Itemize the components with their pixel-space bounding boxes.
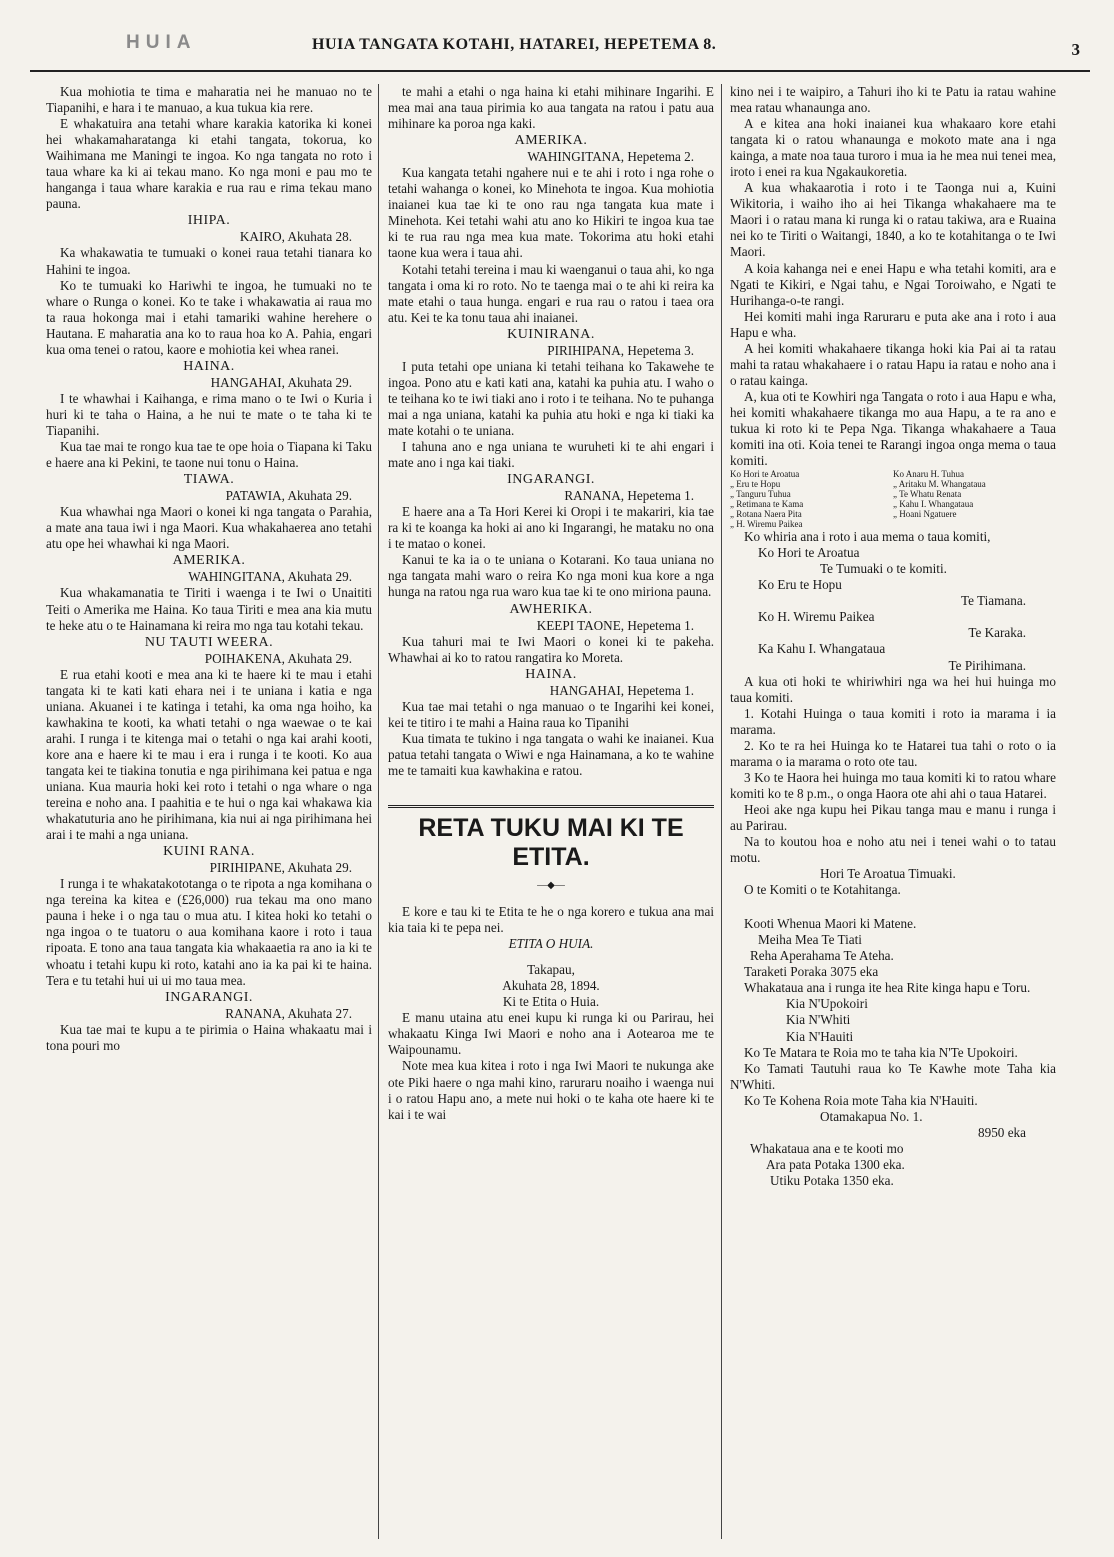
paragraph: kino nei i te waipiro, a Tahuri iho ki te Patu ia ratau wahine mea ratau whanaunga ano. (730, 84, 1056, 116)
committee-member: Ko Anaru H. Tuhua (893, 469, 965, 480)
section-heading: AMERIKA. (514, 133, 588, 149)
paragraph: A, kua oti te Kowhiri nga Tangata o roto i aua Hapu e wha, hei komiti whakahaere tikanga mo aua Hapu, a te ra ano e tukua ki roto ki te Pepa Nga. Tikanga whakahaere a Taua komiti ina oti. Koia tenei te Rarangi ingoa onga mema o taua komiti. (730, 388, 1056, 469)
notice-line: Utiku Potaka 1350 eka. (770, 1172, 894, 1188)
officer-name: Ka Kahu I. Whangataua (758, 641, 886, 657)
paragraph: Ko te tumuaki ko Hariwhi te ingoa, he tumuaki no te whare o Runga o konei. Ko te take i whakawatia ai raua mo ta raua hokonga mai i etahi tamariki wahine herehere o Hautana. E maharatia ana ko to raua hoa ko A. Pahia, engari kua oma tenei o ratou, kaore e mohiotia kei whea ranei. (46, 277, 372, 357)
page-number: 3 (1071, 40, 1080, 59)
dateline: HANGAHAI, Hepetema 1. (549, 682, 694, 698)
notice-line: Ara pata Potaka 1300 eka. (766, 1156, 905, 1172)
paragraph: E rua etahi kooti e mea ana ki te haere ki te mau i etahi tangata ki te kati kati ehara nei i te uniana i katia e nga uniana. Akuanei i te katinga i tetahi, ka oma nga hoiho, ka kawhakina te kooti, ka whati tetahi o nga waewae o te kai arahi. I runga i te kitenga mai o tetahi o nga kai arahi kooti, kore ana e haere ki te mau i era i runga i te kooti. Ko aua tangata kei te tiakina tonutia e nga pirihimana kei patua e nga uniana. Kua mauria hoki kei roto i tetahi o nga whare o nga tereina e noho ana. I paahitia e te hui o nga kai whakawa kia whakatuturia ano he pirihimana, kia nui ai nga pirihimana hei arai i te mahi a nga uniana. (46, 666, 372, 843)
column-divider (721, 84, 722, 1539)
double-rule-divider (388, 805, 714, 808)
committee-member: „ Kahu I. Whangataua (893, 499, 974, 510)
notice-line: Whakataua ana i runga ite hea Rite kinga hapu e Toru. (744, 980, 1031, 996)
notice-line: Taraketi Poraka 3075 eka (744, 964, 879, 980)
section-heading: AWHERIKA. (509, 601, 593, 617)
paragraph: E manu utaina atu enei kupu ki runga ki ou Parirau, hei whakaatu Kinga Iwi Maori e noho ana i Aotearoa me te Waipounamu. (388, 1010, 714, 1058)
paragraph: Kua tae mai te rongo kua tae te ope hoia o Tiapana ki Taku e haere ana ki Pekini, te taone nui tonu o Haina. (46, 439, 372, 471)
paragraph: Heoi ake nga kupu hei Pikau tanga mau e manu i runga i au Parirau. (730, 801, 1056, 833)
letters-section-title: RETA TUKU MAI KI TE ETITA. (418, 814, 684, 872)
paragraph: 2. Ko te ra hei Huinga ko te Hatarei tua tahi o roto o ia marama o ia marama o roto ote tau. (730, 737, 1056, 769)
paragraph: A hei komiti whakahaere tikanga hoki kia Pai ai ta ratau mahi ta ratau whakahaere i o ratau Hapu ia ratau e noho ana i o ratau kainga. (730, 340, 1056, 388)
paragraph: Kua tae mai te kupu a te pirimia o Haina whakaatu mai i tona pouri mo (46, 1021, 372, 1053)
section-heading: AMERIKA. (172, 553, 246, 569)
column-3 (730, 84, 1056, 1544)
signature: Hori Te Aroatua Timuaki. (820, 866, 956, 882)
column-2 (388, 84, 714, 1544)
paragraph: Note mea kua kitea i roto i nga Iwi Maori te nukunga ake ote Piki haere o nga mahi kino, raruraru noaiho i waenga nui i o ratou Hapu ano, a mete nui hoki o te kaha ote haere ki te kai i te wai (388, 1058, 714, 1122)
paragraph: Kua tae mai tetahi o nga manuao o te Ingarihi kei konei, kei te titiro i te mahi a Haina raua ko Tipanihi (388, 698, 714, 730)
ornament-divider: —◆— (537, 880, 565, 892)
committee-member: „ Hoani Ngatuere (893, 509, 957, 520)
committee-member: „ Eru te Hopu (730, 479, 781, 490)
section-heading: TIAWA. (183, 472, 235, 488)
section-heading: HAINA. (525, 666, 577, 682)
section-heading: IHIPA. (187, 213, 231, 229)
dateline: KAIRO, Akuhata 28. (239, 229, 352, 245)
paragraph: Kua whawhai nga Maori o konei ki nga tangata o Parahia, a mate ana taua iwi i nga Maori. Kua whakahaerea ano tetahi atu ope hei whawhai ki nga Maori. (46, 504, 372, 552)
paragraph: Hei komiti mahi inga Raruraru e puta ake ana i roto i aua Hapu e wha. (730, 308, 1056, 340)
committee-list-left (730, 469, 893, 529)
notice-line: 8950 eka (978, 1124, 1026, 1140)
masthead-smudge: HUIA (126, 32, 197, 53)
signature-title: O te Komiti o te Kotahitanga. (744, 882, 901, 898)
dateline: PIRIHIPANE, Akuhata 29. (209, 860, 352, 876)
letter-date: Akuhata 28, 1894. (502, 978, 600, 994)
committee-member: „ Rotana Naera Pita (730, 509, 802, 520)
section-heading: HAINA. (183, 358, 235, 374)
paragraph: Kua mohiotia te tima e maharatia nei he manuao no te Tiapanihi, e hara i te manuao, a kua tukua kia rere. (46, 84, 372, 116)
editor-line: ETITA O HUIA. (508, 936, 594, 952)
paragraph: I puta tetahi ope uniana ki tetahi teihana ko Takawehe te ingoa. Pono atu e kati kati ana, katahi ka puhia atu. I waho o te teihana ko te iwi tiaki ano i roto i te teihana. No te puhanga mai a nga uniana, katahi ka puhia atu hoki e nga ki tiaki ka mate kotahi o te uniana. (388, 358, 714, 438)
section-heading: KUINIRANA. (507, 326, 595, 342)
committee-member: Ko Hori te Aroatua (730, 469, 800, 480)
paragraph: E haere ana a Ta Hori Kerei ki Oropi i te makariri, kia tae ra ki te koanga ka hoki ai ano ki Ingarangi, he mataku no ona i te matao o konei. (388, 504, 714, 552)
officer-name: Ko Hori te Aroatua (758, 545, 860, 561)
letter-salutation: Ki te Etita o Huia. (502, 994, 600, 1010)
paragraph: I te whawhai i Kaihanga, e rima mano o te Iwi o Kuria i huri ki te taha o Haina, a he nui te mate o te taha ki te Tiapanihi. (46, 390, 372, 438)
committee-list-right (893, 469, 1056, 529)
notice-line: Kia N'Upokoiri (786, 996, 868, 1012)
officer-name: Ko Eru te Hopu (758, 577, 842, 593)
dateline: PATAWIA, Akuhata 29. (225, 488, 352, 504)
paragraph: I tahuna ano e nga uniana te wuruheti ki te ahi engari i mate ano i nga kai tiaki. (388, 439, 714, 471)
officer-name: Ko H. Wiremu Paikea (758, 609, 875, 625)
notice-line: Whakataua ana e te kooti mo (750, 1140, 904, 1156)
paragraph: A kua whakaarotia i roto i te Taonga nui a, Kuini Wikitoria, i waiho iho ai hei Tikanga whakahaere ma te Maori i o ratau mana ki runga ki o ratau takiwa, ara e Ruaina nei ko te Tiriti o Waitangi, 1840, a ko te kotahitanga o te Iwi Maori. (730, 180, 1056, 260)
paragraph: Kua tahuri mai te Iwi Maori o konei ki te pakeha. Whawhai ai ko to ratou rangatira ko Moreta. (388, 633, 714, 665)
officer-role: Te Tiamana. (960, 593, 1026, 609)
column-1 (46, 84, 372, 1544)
paragraph: Kua whakamanatia te Tiriti i waenga i te Iwi o Unaititi Teiti o Amerika me Haina. Ko taua Tiriti e mea ana kia mutu te heke atu o te Hainamana ki reira mo nga tau kotahi tekau. (46, 585, 372, 633)
paragraph: A e kitea ana hoki inaianei kua whakaaro kore etahi tangata ki o ratou whanaunga e mokoto mate ana i nga kainga, a mate noa taua turoro i mua ia he mea nui tenei mea, iroto i enei ra kua Ngakaukoretia. (730, 116, 1056, 180)
dateline: WAHINGITANA, Hepetema 2. (527, 149, 694, 165)
committee-member: „ Tanguru Tuhua (730, 489, 791, 500)
page-header-title: HUIA TANGATA KOTAHI, HATAREI, HEPETEMA 8. (312, 36, 717, 53)
letter-place: Takapau, (527, 962, 575, 978)
paragraph: A koia kahanga nei e enei Hapu e wha tetahi komiti, ara e Ngati te Kikiri, e Ngai tahu, e Ngai Toroiwaho, e Ngati te Hurihanga-o-te rangi. (730, 260, 1056, 308)
paragraph: Na to koutou hoa e noho atu nei i tenei wahi o to tatau motu. (730, 834, 1056, 866)
committee-member: „ H. Wiremu Paikea (730, 519, 803, 530)
paragraph: I runga i te whakatakototanga o te ripota a nga komihana o nga tereina ka kitea e (£26,000) rua tekau ma ono mano pauna i heke i o nga tau o mua atu. I kitea hoki ko tetahi o nga ingoa o te tuatoru o aua komihana kaore i roto i taua ripoata. E tono ana taua tangata kia whakaaetia ra ano ia ki te whoatu i tetahi kupu ki roto, katahi ano ia ka pai ki te haina. Tera e tu tetahi hui ui ui mo taua mea. (46, 876, 372, 988)
dateline: KEEPI TAONE, Hepetema 1. (536, 617, 694, 633)
paragraph: 3 Ko te Haora hei huinga mo taua komiti ki to ratou whare komiti ko te 8 p.m., o onga Haora ote ahi ahi o taua Hatarei. (730, 769, 1056, 801)
section-heading: INGARANGI. (165, 989, 253, 1005)
notice-line: Otamakapua No. 1. (820, 1108, 923, 1124)
paragraph: E whakatuira ana tetahi whare karakia katorika ki konei hei whakamaharatanga ki etahi tangata, tokorua, ko Waihimana me Maningi te ingoa. Ko nga tangata no roto i taua whare ka ki ai tekau mano. Ko nga moni e pau mo te hanganga i taua whare karakia e rua rau e rima tekau mano pauna. (46, 116, 372, 212)
section-heading: NU TAUTI WEERA. (144, 634, 274, 650)
officer-role: Te Karaka. (968, 625, 1026, 641)
committee-member: „ Aritaku M. Whangataua (893, 479, 986, 490)
paragraph: Kua kangata tetahi ngahere nui e te ahi i roto i nga rohe o tetahi wahanga o konei, ko Minehota te ingoa. Kua mohiotia inaianei kua tae ki te ono rau nga tangata kua mate i Minehota. Kei tetahi wahi atu ano ko Hikiri te ingoa kua tae ki te rua rau nga mea kua mate. Tokorima atu hoki etahi taone kua wera i taua ahi. (388, 165, 714, 261)
paragraph: Kotahi tetahi tereina i mau ki waenganui o taua ahi, ko nga tangata i oma ki ro roto. No te taenga mai o te ahi ki reira ka mate etahi o taua hunga. engari e rua rau o ratou i taea ora atu. Kei te ka tonu taua ahi inaianei. (388, 261, 714, 325)
committee-member: „ Te Whatu Renata (893, 489, 962, 500)
notice-line: Kia N'Whiti (786, 1012, 851, 1028)
paragraph: Ko whiria ana i roto i aua mema o taua komiti, (744, 529, 991, 545)
notice-line: Kooti Whenua Maori ki Matene. (744, 916, 917, 932)
committee-member-list (730, 469, 1056, 529)
paragraph: A kua oti hoki te whiriwhiri nga wa hei hui huinga mo taua komiti. (730, 673, 1056, 705)
paragraph: te mahi a etahi o nga haina ki etahi mihinare Ingarihi. E mea mai ana taua pirimia ko aua tangata na ratou i patu aua mihinare ka poroa nga kaki. (388, 84, 714, 132)
dateline: POIHAKENA, Akuhata 29. (204, 650, 352, 666)
notice-line: Reha Aperahama Te Ateha. (750, 948, 894, 964)
masthead (30, 30, 1090, 72)
dateline: RANANA, Akuhata 27. (225, 1005, 352, 1021)
dateline: RANANA, Hepetema 1. (564, 488, 694, 504)
dateline: HANGAHAI, Akuhata 29. (210, 374, 352, 390)
paragraph: Ka whakawatia te tumuaki o konei raua tetahi tianara ko Hahini te ingoa. (46, 245, 372, 277)
column-divider (378, 84, 379, 1539)
section-heading: KUINI RANA. (163, 844, 255, 860)
dateline: WAHINGITANA, Akuhata 29. (188, 569, 352, 585)
notice-line: Kia N'Hauiti (786, 1028, 854, 1044)
officer-role: Te Pirihimana. (948, 657, 1026, 673)
dateline: PIRIHIPANA, Hepetema 3. (547, 342, 694, 358)
notice-line: Ko Tamati Tautuhi raua ko Te Kawhe mote Taha kia N'Whiti. (730, 1060, 1056, 1092)
officer-role: Te Tumuaki o te komiti. (820, 561, 947, 577)
notice-line: Ko Te Kohena Roia mote Taha kia N'Hauiti. (744, 1092, 978, 1108)
paragraph: 1. Kotahi Huinga o taua komiti i roto ia marama i ia marama. (730, 705, 1056, 737)
notice-line: Meiha Mea Te Tiati (758, 932, 862, 948)
paragraph: Kanui te ka ia o te uniana o Kotarani. Ko taua uniana no nga tangata mahi waro o reira Ko nga moni kua kore a nga hunga na ratou nga rua waro kua tae ki te ono miriona pauna. (388, 552, 714, 600)
notice-line: Ko Te Matara te Roia mo te taha kia N'Te Upokoiri. (744, 1044, 1018, 1060)
committee-member: „ Retimana te Kama (730, 499, 804, 510)
editor-disclaimer: E kore e tau ki te Etita te he o nga korero e tukua ana mai kia taia ki te pepa nei. (388, 904, 714, 936)
paragraph: Kua timata te tukino i nga tangata o wahi ke inaianei. Kua patua tetahi tangata o Wiwi e nga Hainamana, a ko te wahine me te tamaiti kua kawhakina e ratou. (388, 730, 714, 778)
section-heading: INGARANGI. (507, 472, 595, 488)
